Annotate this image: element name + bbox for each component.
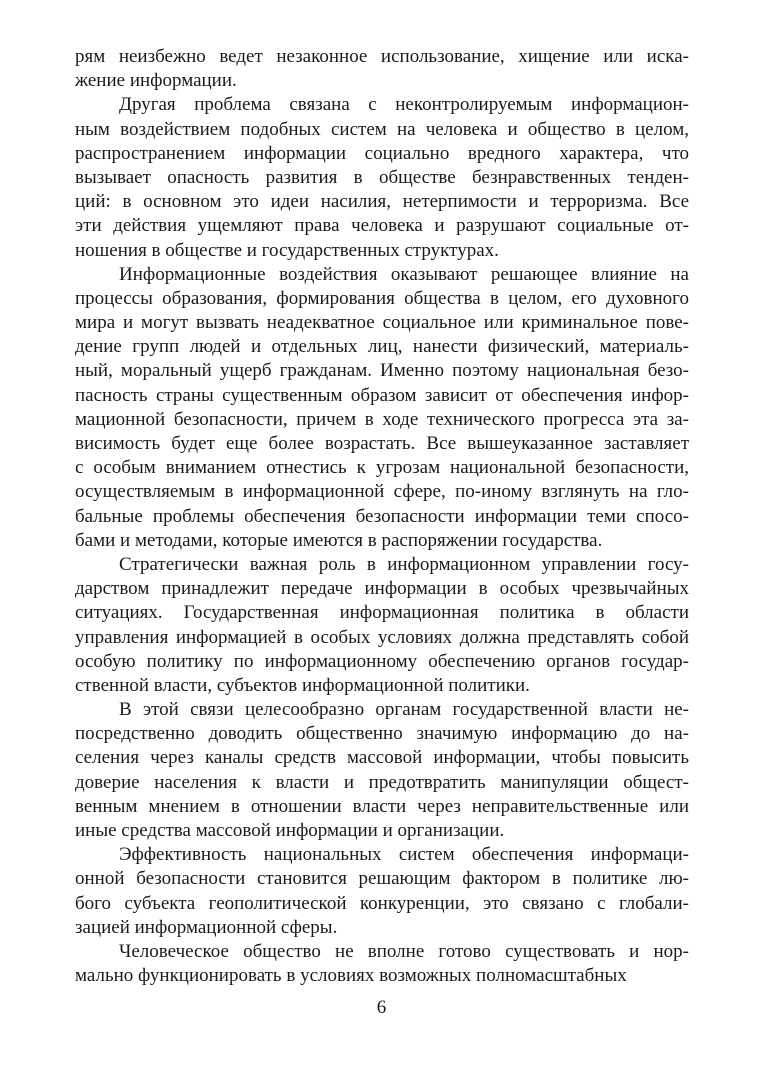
document-page (75, 45, 689, 988)
text-line: ный, моральный ущерб гражданам. Именно поэтому национальная безо- (75, 360, 689, 382)
text-line: мационной безопасности, причем в ходе технического прогресса эта за- (75, 408, 689, 430)
paragraph (75, 698, 689, 843)
text-line: иные средства массовой информации и организации. (75, 820, 505, 841)
text-line: особую политику по информационному обеспечению органов государ- (75, 650, 689, 672)
text-line: венным мнением в отношении власти через неправительственные или (75, 795, 689, 817)
text-line: ственной власти, субъектов информационной политики. (75, 674, 530, 696)
paragraph (75, 45, 689, 93)
text-line: пасность страны существенным образом зависит от обеспечения инфор- (75, 384, 689, 406)
text-line: доверие населения к власти и предотвратить манипуляции общест- (75, 771, 689, 793)
text-line: рям неизбежно ведет незаконное использование, хищение или иска- (75, 46, 689, 67)
text-line: ций: в основном это идеи насилия, нетерпимости и терроризма. Все (75, 191, 689, 213)
paragraph (75, 553, 689, 698)
text-line: Другая проблема связана с неконтролируемым информацион- (119, 94, 689, 116)
text-line: Эффективность национальных систем обеспечения информаци- (119, 844, 689, 866)
paragraph (75, 263, 689, 553)
paragraph (75, 93, 689, 262)
text-line: зацией информационной сферы. (75, 916, 338, 938)
paragraph (75, 843, 689, 940)
text-line: бальные проблемы обеспечения безопасности информации теми спосо- (75, 505, 689, 527)
text-line: Стратегически важная роль в информационном управлении госу- (119, 553, 689, 575)
text-line: Информационные воздействия оказывают решающее влияние на (119, 263, 689, 285)
text-line: селения через каналы средств массовой информации, чтобы повысить (75, 747, 689, 769)
text-line: дение групп людей и отдельных лиц, нанести физический, материаль- (75, 336, 689, 358)
text-line: ным воздействием подобных систем на человека и общество в целом, (75, 118, 689, 140)
paragraph (75, 940, 689, 988)
text-line: висимость будет еще более возрастать. Все вышеуказанное заставляет (75, 433, 689, 454)
text-line: бами и методами, которые имеются в распоряжении государства. (75, 529, 603, 551)
text-line: процессы образования, формирования общества в целом, его духовного (75, 287, 689, 309)
text-line: посредственно доводить общественно значимую информацию до на- (75, 723, 689, 745)
text-line: вызывает опасность развития в обществе безнравственных тенден- (75, 166, 689, 188)
text-line: управления информацией в особых условиях должна представлять собой (75, 626, 689, 648)
text-line: мира и могут вызвать неадекватное социальное или криминальное пове- (75, 312, 689, 334)
text-line: распространением информации социально вредного характера, что (75, 142, 689, 164)
text-line: жение информации. (75, 70, 237, 92)
text-line: бого субъекта геополитической конкуренции, это связано с глобали- (75, 892, 689, 914)
text-line: осуществляемым в информационной сфере, по-иному взглянуть на гло- (75, 481, 689, 503)
text-line: эти действия ущемляют права человека и разрушают социальные от- (75, 215, 689, 237)
text-line: с особым вниманием отнестись к угрозам национальной безопасности, (75, 457, 689, 479)
text-line: Человеческое общество не вполне готово существовать и нор- (119, 940, 689, 962)
text-line: дарством принадлежит передаче информации в особых чрезвычайных (75, 578, 689, 600)
text-line: мально функционировать в условиях возможных полномасштабных (75, 965, 627, 987)
text-line: онной безопасности становится решающим фактором в политике лю- (75, 868, 689, 890)
text-line: ситуациях. Государственная информационная политика в области (75, 602, 689, 624)
text-line: ношения в обществе и государственных структурах. (75, 239, 499, 261)
text-line: В этой связи целесообразно органам государственной власти не- (119, 699, 689, 721)
page-number: 6 (376, 997, 387, 1018)
